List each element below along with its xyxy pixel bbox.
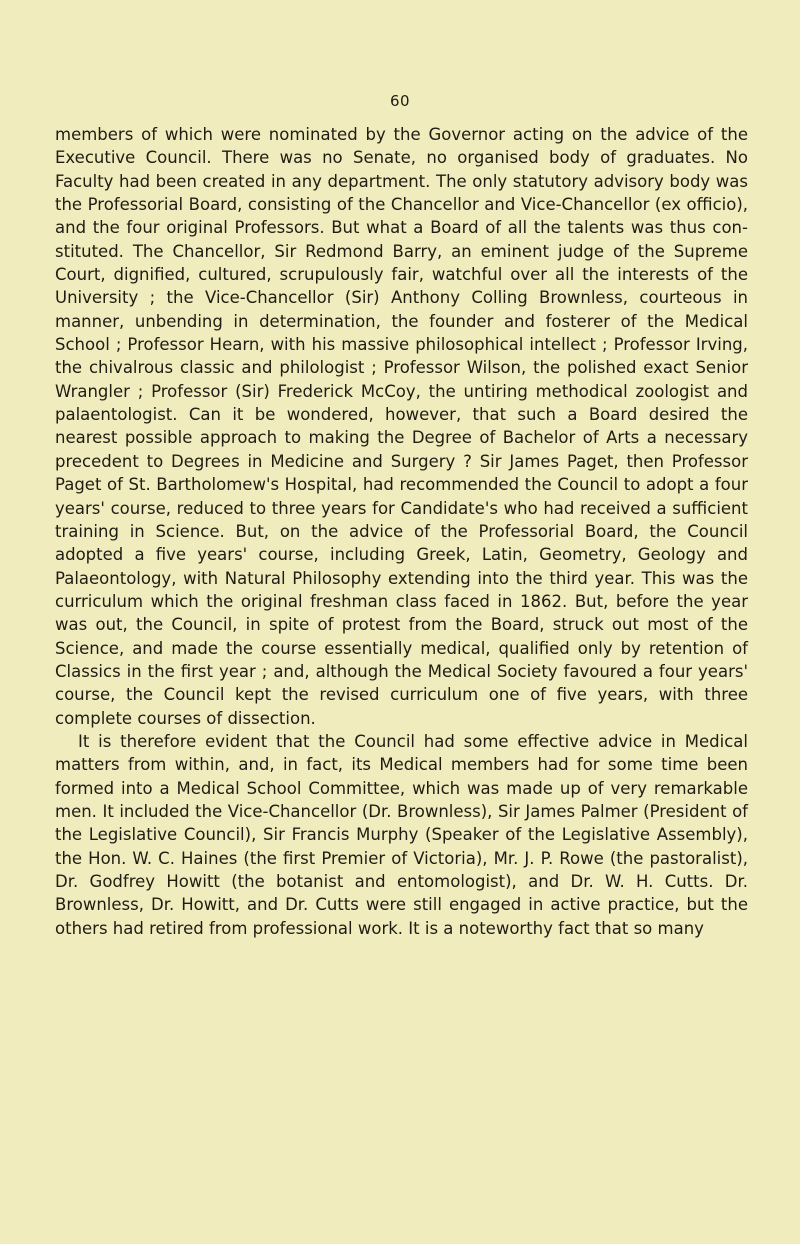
paragraph-2: It is therefore evident that the Council had some effective advice in Medical matters from within, and, in fact, its Medical members had for some time been formed into a Medical School Committee, which was made up of very remarkable men. It included the Vice-Chancellor (Dr. Brownless), Sir James Palmer (President of the Legislative Council), Sir Francis Murphy (Speaker of the Legislative Assembly), the Hon. W. C. Haines (the first Premier of Victoria), Mr. J. P. Rowe (the pastoralist), Dr. Godfrey Howitt (the botanist and entomologist), and Dr. W. H. Cutts. Dr. Brownless, Dr. Howitt, and Dr. Cutts were still engaged in active practice, but the others had retired from professional work. It is a noteworthy fact that so many (55, 731, 748, 938)
page-body-text (55, 123, 748, 940)
paragraph-1: members of which were nominated by the Governor acting on the advice of the Executive Council. There was no Senate, no organised body of graduates. No Faculty had been created in any department. The only statutory advisory body was the Professorial Board, consisting of the Chancellor and Vice-Chancellor (ex officio), and the four original Professors. But what a Board of all the talents was thus constituted. The Chancellor, Sir Redmond Barry, an eminent judge of the Supreme Court, dignified, cultured, scrupulously fair, watchful over all the interests of the University ; the Vice-Chancellor (Sir) Anthony Colling Brownless, courteous in manner, unbending in determination, the founder and fosterer of the Medical School ; Professor Hearn, with his massive philosophical intellect ; Professor Irving, the chivalrous classic and philologist ; Professor Wilson, the polished exact Senior Wrangler ; Professor (Sir) Frederick McCoy, the untiring methodical zoologist and palaentologist. Can it be wondered, however, that such a Board desired the nearest possible approach to making the Degree of Bachelor of Arts a necessary precedent to Degrees in Medicine and Surgery ? Sir James Paget, then Professor Paget of St. Bartholomew's Hospital, had recommended the Council to adopt a four years' course, reduced to three years for Candidate's who had received a sufficient training in Science. But, on the advice of the Professorial Board, the Council adopted a five years' course, including Greek, Latin, Geometry, Geology and Palaeontology, with Natural Philosophy extending into the third year. This was the curriculum which the original freshman class faced in 1862. But, before the year was out, the Council, in spite of protest from the Board, struck out most of the Science, and made the course essentially medical, qualified only by retention of Classics in the first year ; and, although the Medical Society favoured a four years' course, the Council kept the revised curriculum one of five years, with three complete courses of dissection. (55, 125, 748, 728)
page-number: 60 (389, 92, 411, 110)
